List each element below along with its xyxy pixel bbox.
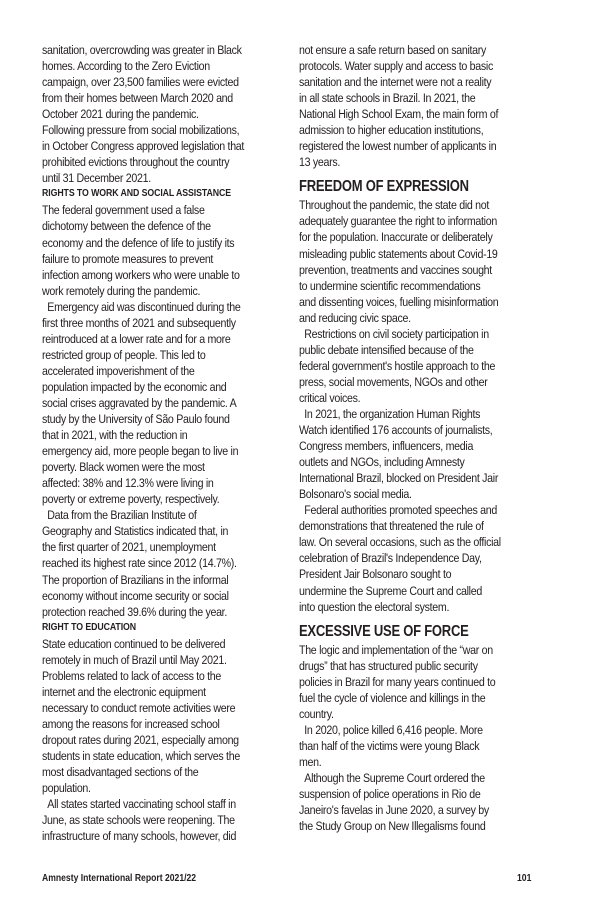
- text-line: not ensure a safe return based on sanitary: [299, 43, 487, 57]
- text-line: fuel the cycle of violence and killings in the: [299, 690, 486, 705]
- text-line: dropout rates during 2021, especially among: [42, 732, 239, 747]
- text-line: Emergency aid was discontinued during the: [47, 299, 241, 314]
- text-line: In 2021, the organization Human Rights: [304, 406, 481, 421]
- text-line: failure to promote measures to prevent: [42, 251, 214, 266]
- text-line: prevention, treatments and vaccines sought: [299, 262, 492, 277]
- text-line: Following pressure from social mobilizations,: [42, 123, 240, 138]
- text-line: public debate intensified because of the: [299, 342, 474, 357]
- text-line: Congress members, influencers, media: [299, 439, 474, 454]
- text-line: The logic and implementation of the “war on: [299, 642, 493, 657]
- text-line: misleading public statements about Covid-19: [299, 246, 498, 261]
- paragraph-school-infrastructure: [299, 42, 561, 170]
- text-line: population.: [42, 781, 91, 796]
- subheading-right-to-education: RIGHT TO EDUCATION: [42, 621, 137, 633]
- text-line: In 2020, police killed 6,416 people. More: [304, 722, 483, 737]
- text-line: sanitation and the internet were not a reality: [299, 75, 492, 90]
- text-line: emergency aid, more people began to live in: [42, 444, 239, 459]
- text-line: population impacted by the economic and: [42, 379, 227, 394]
- text-line: first three months of 2021 and subsequently: [42, 315, 236, 330]
- text-line: All states started vaccinating school staff in: [47, 797, 236, 812]
- text-line: prohibited evictions throughout the country: [42, 155, 230, 170]
- text-line: law. On several occasions, such as the official: [299, 535, 501, 550]
- paragraph-emergency-aid: [42, 299, 300, 508]
- text-line: into question the electoral system.: [299, 599, 450, 614]
- text-line: Watch identified 176 accounts of journalists,: [299, 423, 493, 438]
- text-line: The federal government used a false: [42, 203, 205, 218]
- text-line: press, social movements, NGOs and other: [299, 374, 488, 389]
- text-line: suspension of police operations in Rio de: [299, 787, 481, 802]
- text-line: adequately guarantee the right to information: [299, 214, 497, 229]
- text-line: for the population. Inaccurate or deliberately: [299, 230, 493, 245]
- text-line: men.: [299, 754, 322, 769]
- text-line: until 31 December 2021.: [42, 171, 151, 186]
- text-line: International Brazil, blocked on President Jair: [299, 471, 499, 486]
- text-line: federal government's hostile approach to the: [299, 358, 496, 373]
- paragraph-unemployment: [42, 507, 300, 619]
- text-line: necessary to conduct remote activities were: [42, 700, 236, 715]
- text-line: 13 years.: [299, 155, 341, 170]
- text-line: to undermine scientific recommendations: [299, 278, 481, 293]
- text-line: among the reasons for increased school: [42, 716, 220, 731]
- text-line: admission to higher education institutions,: [299, 123, 484, 138]
- paragraph-false-dichotomy: [42, 202, 300, 298]
- text-line: reintroduced at a lower rate and for a more: [42, 331, 231, 346]
- text-line: Data from the Brazilian Institute of: [47, 508, 197, 523]
- text-line: Geography and Statistics indicated that, in: [42, 524, 229, 539]
- text-line: dichotomy between the defence of the: [42, 219, 211, 234]
- text-line: and reducing civic space.: [299, 310, 411, 325]
- text-line: June, as state schools were reopening. The: [42, 813, 235, 828]
- text-line: policies in Brazil for many years continued to: [299, 674, 496, 689]
- text-line: from their homes between March 2020 and: [42, 91, 233, 106]
- text-line: affected: 38% and 12.3% were living in: [42, 476, 214, 491]
- text-line: drugs” that has structured public security: [299, 658, 478, 673]
- text-line: accelerated impoverishment of the: [42, 363, 195, 378]
- left-column: [42, 42, 300, 844]
- text-line: the first quarter of 2021, unemployment: [42, 540, 216, 555]
- paragraph-vaccinating-staff: [42, 796, 300, 844]
- text-line: infection among workers who were unable to: [42, 267, 240, 282]
- text-line: outlets and NGOs, including Amnesty: [299, 455, 465, 470]
- text-line: poverty or extreme poverty, respectively.: [42, 492, 220, 507]
- text-line: sanitation, overcrowding was greater in Black: [42, 43, 242, 57]
- text-line: country.: [299, 706, 334, 721]
- heading-excessive-use-of-force: EXCESSIVE USE OF FORCE: [299, 622, 469, 640]
- text-line: in October Congress approved legislation that: [42, 139, 245, 154]
- text-line: the Study Group on New Illegalisms found: [299, 819, 486, 834]
- paragraph-remote-education: [42, 636, 300, 796]
- text-line: demonstrations that threatened the rule of: [299, 519, 484, 534]
- paragraph-housing: [42, 42, 300, 186]
- text-line: The proportion of Brazilians in the informal: [42, 572, 229, 587]
- text-line: registered the lowest number of applicants in: [299, 139, 497, 154]
- text-line: that in 2021, with the reduction in: [42, 428, 188, 443]
- text-line: most disadvantaged sections of the: [42, 765, 199, 780]
- text-line: State education continued to be delivered: [42, 636, 226, 651]
- footer-publication-title: Amnesty International Report 2021/22: [42, 872, 197, 884]
- paragraph-rule-of-law: [299, 502, 561, 614]
- paragraph-supreme-court: [299, 770, 561, 834]
- text-line: Throughout the pandemic, the state did not: [299, 198, 490, 213]
- text-line: restricted group of people. This led to: [42, 347, 206, 362]
- text-line: October 2021 during the pandemic.: [42, 107, 199, 122]
- text-line: National High School Exam, the main form of: [299, 107, 499, 122]
- text-line: protection reached 39.6% during the year.: [42, 604, 227, 619]
- text-line: celebration of Brazil's Independence Day,: [299, 551, 482, 566]
- paragraph-blocked-accounts: [299, 406, 561, 502]
- subheading-rights-to-work: RIGHTS TO WORK AND SOCIAL ASSISTANCE: [42, 188, 232, 200]
- text-line: internet and the electronic equipment: [42, 684, 206, 699]
- text-line: Although the Supreme Court ordered the: [304, 770, 485, 785]
- right-column: [299, 42, 561, 834]
- paragraph-police-killings: [299, 722, 561, 770]
- text-line: poverty. Black women were the most: [42, 460, 205, 475]
- text-line: infrastructure of many schools, however, did: [42, 829, 237, 844]
- text-line: Restrictions on civil society participation in: [304, 326, 489, 341]
- text-line: in all state schools in Brazil. In 2021, the: [299, 91, 476, 106]
- text-line: than half of the victims were young Black: [299, 738, 480, 753]
- text-line: social crises aggravated by the pandemic. A: [42, 395, 237, 410]
- text-line: economy and the defence of life to justify its: [42, 235, 235, 250]
- text-line: President Jair Bolsonaro sought to: [299, 567, 452, 582]
- paragraph-civil-society: [299, 326, 561, 406]
- paragraph-war-on-drugs: [299, 642, 561, 722]
- text-line: and dissenting voices, fuelling misinformation: [299, 294, 499, 309]
- text-line: undermine the Supreme Court and called: [299, 583, 482, 598]
- text-line: students in state education, which serves the: [42, 748, 240, 763]
- text-line: Problems related to lack of access to the: [42, 668, 222, 683]
- text-line: Janeiro's favelas in June 2020, a survey by: [299, 803, 489, 818]
- text-line: campaign, over 23,500 families were evicted: [42, 75, 239, 90]
- text-line: remotely in much of Brazil until May 2021.: [42, 652, 227, 667]
- text-line: work remotely during the pandemic.: [42, 283, 201, 298]
- text-line: study by the University of São Paulo found: [42, 412, 230, 427]
- text-line: economy without income security or social: [42, 588, 229, 603]
- text-line: critical voices.: [299, 390, 361, 405]
- page-number: 101: [517, 872, 532, 884]
- text-line: Bolsonaro's social media.: [299, 487, 412, 502]
- paragraph-right-to-information: [299, 197, 561, 325]
- text-line: Federal authorities promoted speeches and: [304, 503, 497, 518]
- text-line: homes. According to the Zero Eviction: [42, 59, 210, 74]
- text-line: protocols. Water supply and access to basic: [299, 59, 493, 74]
- heading-freedom-of-expression: FREEDOM OF EXPRESSION: [299, 178, 469, 196]
- text-line: reached its highest rate since 2012 (14.7%).: [42, 556, 237, 571]
